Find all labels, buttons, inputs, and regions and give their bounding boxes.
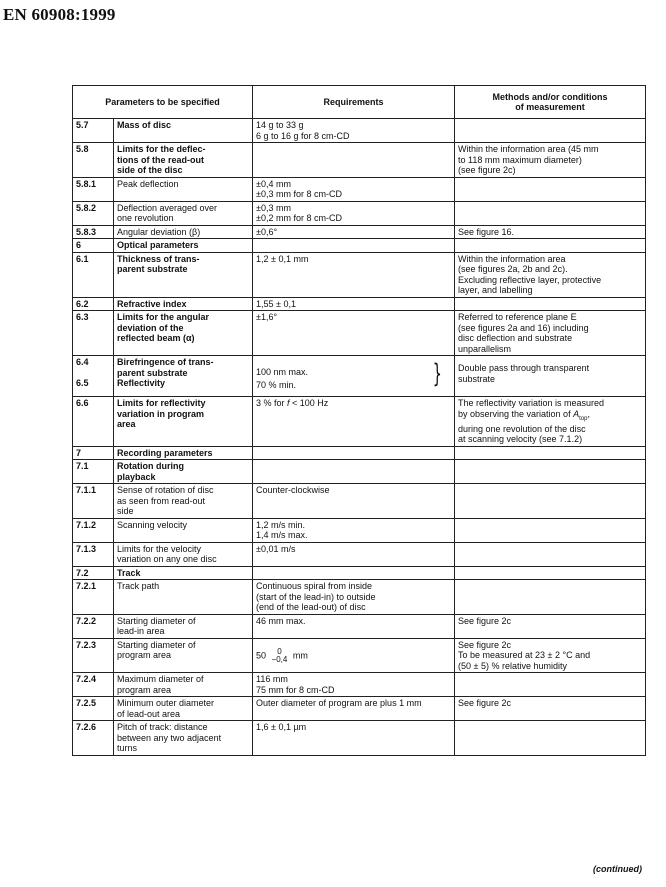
table-row [73,673,646,697]
row-number: 6.2 [73,297,114,311]
row-requirement [253,638,455,673]
row-parameter [114,638,253,673]
requirement-line: ±0,3 mm [256,202,291,213]
requirement-line: 100 nm max. [256,367,309,377]
row-requirement [253,446,455,460]
a-top-subscript: top [579,415,588,422]
row-method [455,239,646,253]
brace-icon: } [432,359,442,389]
row-number: 7.2 [73,566,114,580]
row-number-6-4: 6.4 [76,357,89,367]
table-header-row [73,86,646,119]
row-parameter [114,297,253,311]
tolerance-upper: 0 [277,646,282,656]
parameter-line: Deflection averaged over [117,202,218,213]
parameter-line: Thickness of trans- [117,253,200,264]
row-parameter [114,614,253,638]
table-row [73,721,646,756]
parameter-line: variation in program [117,408,205,419]
row-method [455,542,646,566]
requirement-line: 1,2 ± 0,1 mm [256,253,309,264]
row-number: 7.1.3 [73,542,114,566]
table-row [73,484,646,519]
header-methods-line2: of measurement [515,102,585,112]
method-line: (see figure 2c) [458,165,516,175]
method-line: during one revolution of the disc [458,423,586,434]
table-body-part2 [73,446,646,638]
table-row [73,580,646,615]
method-line: Excluding reflective layer, protective [458,274,602,285]
row-method [455,614,646,638]
requirement-line: ±1,6° [256,312,278,322]
row-parameter [114,446,253,460]
row-requirement [253,542,455,566]
method-line: See figure 2c [458,639,512,650]
method-line: Within the information area [458,253,566,264]
table-row [73,297,646,311]
row-parameter [114,460,253,484]
row-method [455,397,646,447]
parameter-line: Track [117,567,141,578]
row-method [455,518,646,542]
method-line: The reflectivity variation is measured [458,398,605,408]
requirement-line: ±0,6° [256,226,278,237]
row-requirement [253,143,455,178]
requirement-line: 1,2 m/s min. [256,519,306,530]
row-number: 5.8.2 [73,201,114,225]
method-line: at scanning velocity (see 7.1.2) [458,434,583,445]
parameter-line: reflected beam (α) [117,333,195,343]
row-requirement [253,356,455,397]
parameter-line: Sense of rotation of disc [117,485,214,496]
row-number: 7.1.2 [73,518,114,542]
header-requirements: Requirements [253,86,455,119]
row-method [455,484,646,519]
row-parameter [114,580,253,615]
row-method [455,697,646,721]
parameter-line: Minimum outer diameter [117,698,215,709]
parameter-line: parent substrate [117,367,188,378]
table-row [73,446,646,460]
parameter-line: program area [117,684,172,695]
requirement-line: ±0,01 m/s [256,543,296,554]
row-number: 7.2.4 [73,673,114,697]
row-number: 5.8.3 [73,225,114,239]
parameter-line: Limits for the angular [117,312,210,322]
row-method [455,177,646,201]
requirement-line: 14 g to 33 g [256,120,304,130]
row-requirement [253,614,455,638]
method-line: See figure 16. [458,226,515,237]
parameter-line: one revolution [117,213,174,223]
parameter-line: of lead-out area [117,708,181,719]
row-number: 7.2.5 [73,697,114,721]
row-method [455,566,646,580]
method-line: substrate [458,373,496,384]
requirement-line: Outer diameter of program are plus 1 mm [256,698,422,709]
row-method [455,297,646,311]
table-body-part1 [73,119,646,356]
requirement-line: 116 mm [256,674,288,685]
row-method [455,143,646,178]
row-method [455,446,646,460]
parameter-line: between any two adjacent [117,732,222,743]
row-requirement [253,518,455,542]
parameter-line: Recording parameters [117,447,213,458]
row-requirement [253,297,455,311]
row-number: 5.8 [73,143,114,178]
row-requirement [253,311,455,356]
row-method [455,356,646,397]
requirement-value: 50 [256,649,267,660]
row-method [455,580,646,615]
row-number: 5.8.1 [73,177,114,201]
row-requirement [253,119,455,143]
parameter-line: parent substrate [117,264,188,274]
parameter-line: Pitch of track: distance [117,722,208,733]
requirement-line: 75 mm for 8 cm-CD [256,684,335,695]
row-requirement [253,225,455,239]
parameter-line: lead-in area [117,626,165,637]
parameter-line: tions of the read-out [117,154,204,165]
parameter-line: Refractive index [117,298,187,309]
parameter-line: Limits for reflectivity [117,398,206,408]
method-line: Double pass through transparent [458,363,590,373]
tolerance [272,648,288,664]
row-parameter [114,143,253,178]
row-requirement [253,201,455,225]
parameter-line: playback [117,471,156,482]
parameter-line: Scanning velocity [117,519,188,530]
row-method [455,201,646,225]
requirement-line: 70 % min. [256,379,297,390]
row-parameter [114,356,253,397]
parameter-line: Rotation during [117,461,184,472]
requirement-line: 1,55 ± 0,1 [256,298,296,309]
parameter-line: Starting diameter of [117,615,196,626]
row-method [455,673,646,697]
table-row [73,201,646,225]
table-body-birefringence [73,356,646,447]
row-parameter [114,239,253,253]
table-body-part3 [73,673,646,756]
row-parameter [114,673,253,697]
row-parameter [114,697,253,721]
method-line: layer, and labelling [458,285,533,295]
header-methods-line1: Methods and/or conditions [492,91,608,102]
table-row [73,566,646,580]
requirement-line: 1,6 ± 0,1 µm [256,722,307,733]
frequency-symbol: f [287,398,290,408]
parameter-line: variation on any one disc [117,554,217,565]
table-row [73,252,646,297]
method-line: See figure 2c [458,615,512,626]
parameter-line: Track path [117,581,160,592]
row-number: 6 [73,239,114,253]
row-number: 7.2.1 [73,580,114,615]
row-parameter [114,518,253,542]
header-methods [455,86,646,119]
method-line: See figure 2c [458,698,512,709]
requirement-line: 6 g to 16 g for 8 cm-CD [256,130,350,141]
row-parameter [114,397,253,447]
row-method [455,721,646,756]
row-parameter [114,311,253,356]
row-requirement [253,580,455,615]
row-number: 5.7 [73,119,114,143]
method-line: (50 ± 5) % relative humidity [458,660,567,671]
method-line: (see figures 2a, 2b and 2c). [458,264,568,274]
requirement-line: ±0,3 mm for 8 cm-CD [256,189,342,199]
row-parameter [114,566,253,580]
table-row [73,697,646,721]
table-row [73,239,646,253]
row-number: 7 [73,446,114,460]
table-row [73,460,646,484]
header-parameters: Parameters to be specified [73,86,253,119]
row-requirement [253,397,455,447]
row-parameter [114,177,253,201]
parameter-line: side [117,506,134,517]
requirement-line: (start of the lead-in) to outside [256,591,376,602]
parameter-line: Starting diameter of [117,639,196,650]
row-parameter [114,721,253,756]
row-number: 6.1 [73,252,114,297]
tolerance-lower: −0,4 [271,654,288,664]
requirement-line: 1,4 m/s max. [256,530,308,541]
table-row [73,225,646,239]
table-row [73,119,646,143]
parameter-line: deviation of the [117,322,184,333]
row-requirement [253,697,455,721]
parameter-line: Reflectivity [117,378,166,388]
table-row [73,356,646,397]
table-row [73,177,646,201]
method-line: to 118 mm maximum diameter) [458,154,582,165]
row-number [73,356,114,397]
document-header: EN 60908:1999 [3,5,116,24]
table-row [73,397,646,447]
parameter-line: area [117,419,136,429]
continued-note: (continued) [593,864,642,874]
parameter-line: Limits for the velocity [117,543,202,554]
method-line: Referred to reference plane E [458,312,577,322]
row-method [455,252,646,297]
row-parameter [114,201,253,225]
row-requirement [253,460,455,484]
parameter-line: Mass of disc [117,120,172,130]
row-method [455,311,646,356]
method-line: unparallelism [458,343,512,354]
parameter-line: Angular deviation (β) [117,226,201,237]
parameter-line: Limits for the deflec- [117,144,206,154]
row-requirement [253,673,455,697]
requirement-line: ±0,2 mm for 8 cm-CD [256,213,342,223]
parameter-line: Birefringence of trans- [117,357,214,367]
row-number: 7.2.3 [73,638,114,673]
requirement-line: ±0,4 mm [256,178,291,189]
row-method [455,460,646,484]
table-row [73,311,646,356]
requirement-line: (end of the lead-out) of disc [256,602,366,613]
row-number-6-5: 6.5 [76,377,89,388]
method-line [458,409,642,424]
row-method [455,225,646,239]
row-parameter [114,484,253,519]
requirement-unit: mm [292,649,308,660]
parameter-line: Peak deflection [117,178,179,189]
method-line: (see figures 2a and 16) including [458,322,589,333]
requirement-suffix: < 100 Hz [289,398,329,408]
parameter-line: program area [117,650,172,661]
table-row [73,614,646,638]
table-row [73,542,646,566]
method-line: Within the information area (45 mm [458,144,599,154]
row-requirement [253,252,455,297]
row-number: 7.2.6 [73,721,114,756]
requirement-line: Continuous spiral from inside [256,581,373,592]
row-parameter [114,542,253,566]
parameter-line: Optical parameters [117,240,199,250]
row-requirement [253,177,455,201]
row-method [455,119,646,143]
requirement-line: Counter-clockwise [256,485,330,496]
table-row [73,143,646,178]
row-number: 6.3 [73,311,114,356]
row-requirement [253,566,455,580]
row-requirement [253,239,455,253]
row-number: 6.6 [73,397,114,447]
row-number: 7.2.2 [73,614,114,638]
parameter-line: Maximum diameter of [117,674,204,685]
row-parameter [114,252,253,297]
specification-table [72,85,646,756]
a-top-symbol: A [573,408,580,419]
method-prefix: by observing the variation of [458,408,574,419]
row-method [455,638,646,673]
table-body-program-start [73,638,646,673]
parameter-line: side of the disc [117,165,183,175]
row-requirement [253,721,455,756]
requirement-prefix: 3 % for [256,398,288,408]
table-row [73,518,646,542]
row-number: 7.1 [73,460,114,484]
method-suffix: , [587,408,590,419]
row-number: 7.1.1 [73,484,114,519]
method-line: To be measured at 23 ± 2 °C and [458,650,591,661]
parameter-line: as seen from read-out [117,495,206,506]
parameter-line: turns [117,743,138,754]
row-requirement [253,484,455,519]
table-row [73,638,646,673]
requirement-line: 46 mm max. [256,615,306,626]
row-parameter [114,119,253,143]
method-line: disc deflection and substrate [458,333,573,343]
row-parameter [114,225,253,239]
